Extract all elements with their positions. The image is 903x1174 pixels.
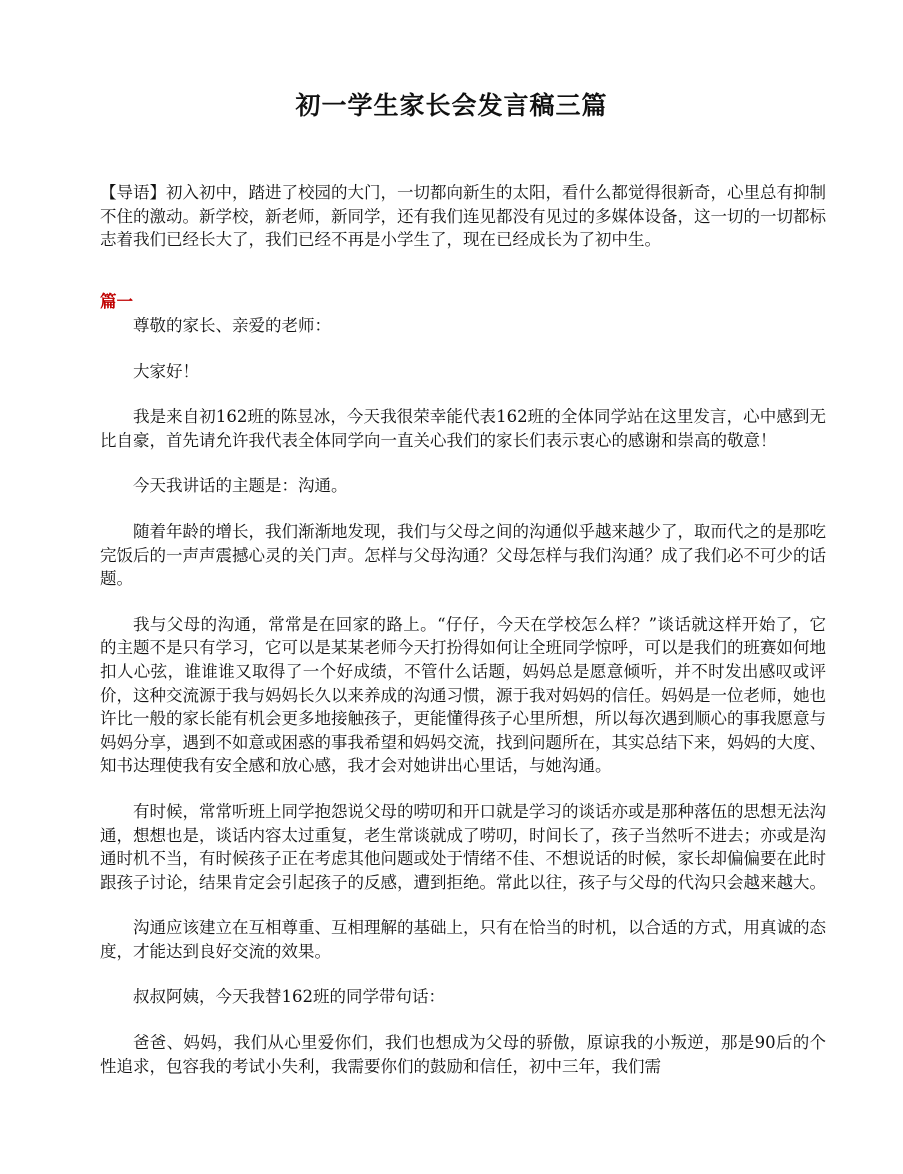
paragraph: 我是来自初162班的陈昱冰，今天我很荣幸能代表162班的全体同学站在这里发言，心中感到无比自豪，首先请允许我代表全体同学向一直关心我们的家长们表示衷心的感谢和崇高的敬意！ (100, 407, 826, 450)
intro-text: 【导语】初入初中，踏进了校园的大门，一切都向新生的太阳，看什么都觉得很新奇，心里总有抑制不住的激动。新学校，新老师，新同学，还有我们连见都没有见过的多媒体设备，这一切的一切都标志着我们已经长大了，我们已经不再是小学生了，现在已经成长为了初中生。 (100, 183, 826, 250)
paragraph-greeting: 大家好！ (133, 361, 199, 381)
paragraph: 叔叔阿姨，今天我替162班的同学带句话： (133, 987, 445, 1007)
section-body (100, 314, 826, 1100)
paragraph: 有时候，常常听班上同学抱怨说父母的唠叨和开口就是学习的谈话亦或是那种落伍的思想无法沟通，想想也是，谈话内容太过重复，老生常谈就成了唠叨，时间长了，孩子当然听不进去；亦或是沟通时机不当，有时候孩子正在考虑其他问题或处于情绪不佳、不想说话的时候，家长却偏偏要在此时跟孩子讨论，结果肯定会引起孩子的反感，遭到拒绝。常此以往，孩子与父母的代沟只会越来越大。 (100, 801, 826, 892)
paragraph: 今天我讲话的主题是：沟通。 (133, 476, 348, 496)
paragraph-salutation: 尊敬的家长、亲爱的老师： (133, 316, 331, 335)
paragraph: 随着年龄的增长，我们渐渐地发现，我们与父母之间的沟通似乎越来越少了，取而代之的是那吃完饭后的一声声震撼心灵的关门声。怎样与父母沟通？父母怎样与我们沟通？成了我们必不可少的话题。 (100, 521, 826, 589)
paragraph: 我与父母的沟通，常常是在回家的路上。“仔仔，今天在学校怎么样？”谈话就这样开始了，它的主题不是只有学习，它可以是某某老师今天打扮得如何让全班同学惊呼，可以是我们的班赛如何地扣人心弦，谁谁谁又取得了一个好成绩，不管什么话题，妈妈总是愿意倾听，并不时发出感叹或评价，这种交流源于我与妈妈长久以来养成的沟通习惯，源于我对妈妈的信任。妈妈是一位老师，她也许比一般的家长能有机会更多地接触孩子，更能懂得孩子心里所想，所以每次遇到顺心的事我愿意与妈妈分享，遇到不如意或困惑的事我希望和妈妈交流，找到问题所在，其实总结下来，妈妈的大度、知书达理使我有安全感和放心感，我才会对她讲出心里话，与她沟通。 (100, 614, 826, 776)
section-heading: 篇一 (100, 292, 133, 311)
document-title: 初一学生家长会发言稿三篇 (295, 91, 608, 120)
intro-paragraph (100, 181, 826, 252)
paragraph: 爸爸、妈妈，我们从心里爱你们，我们也想成为父母的骄傲，原谅我的小叛逆，那是90后的个性追求，包容我的考试小失利，我需要你们的鼓励和信任，初中三年，我们需 (100, 1033, 826, 1076)
paragraph: 沟通应该建立在互相尊重、互相理解的基础上，只有在恰当的时机，以合适的方式，用真诚的态度，才能达到良好交流的效果。 (100, 918, 826, 961)
